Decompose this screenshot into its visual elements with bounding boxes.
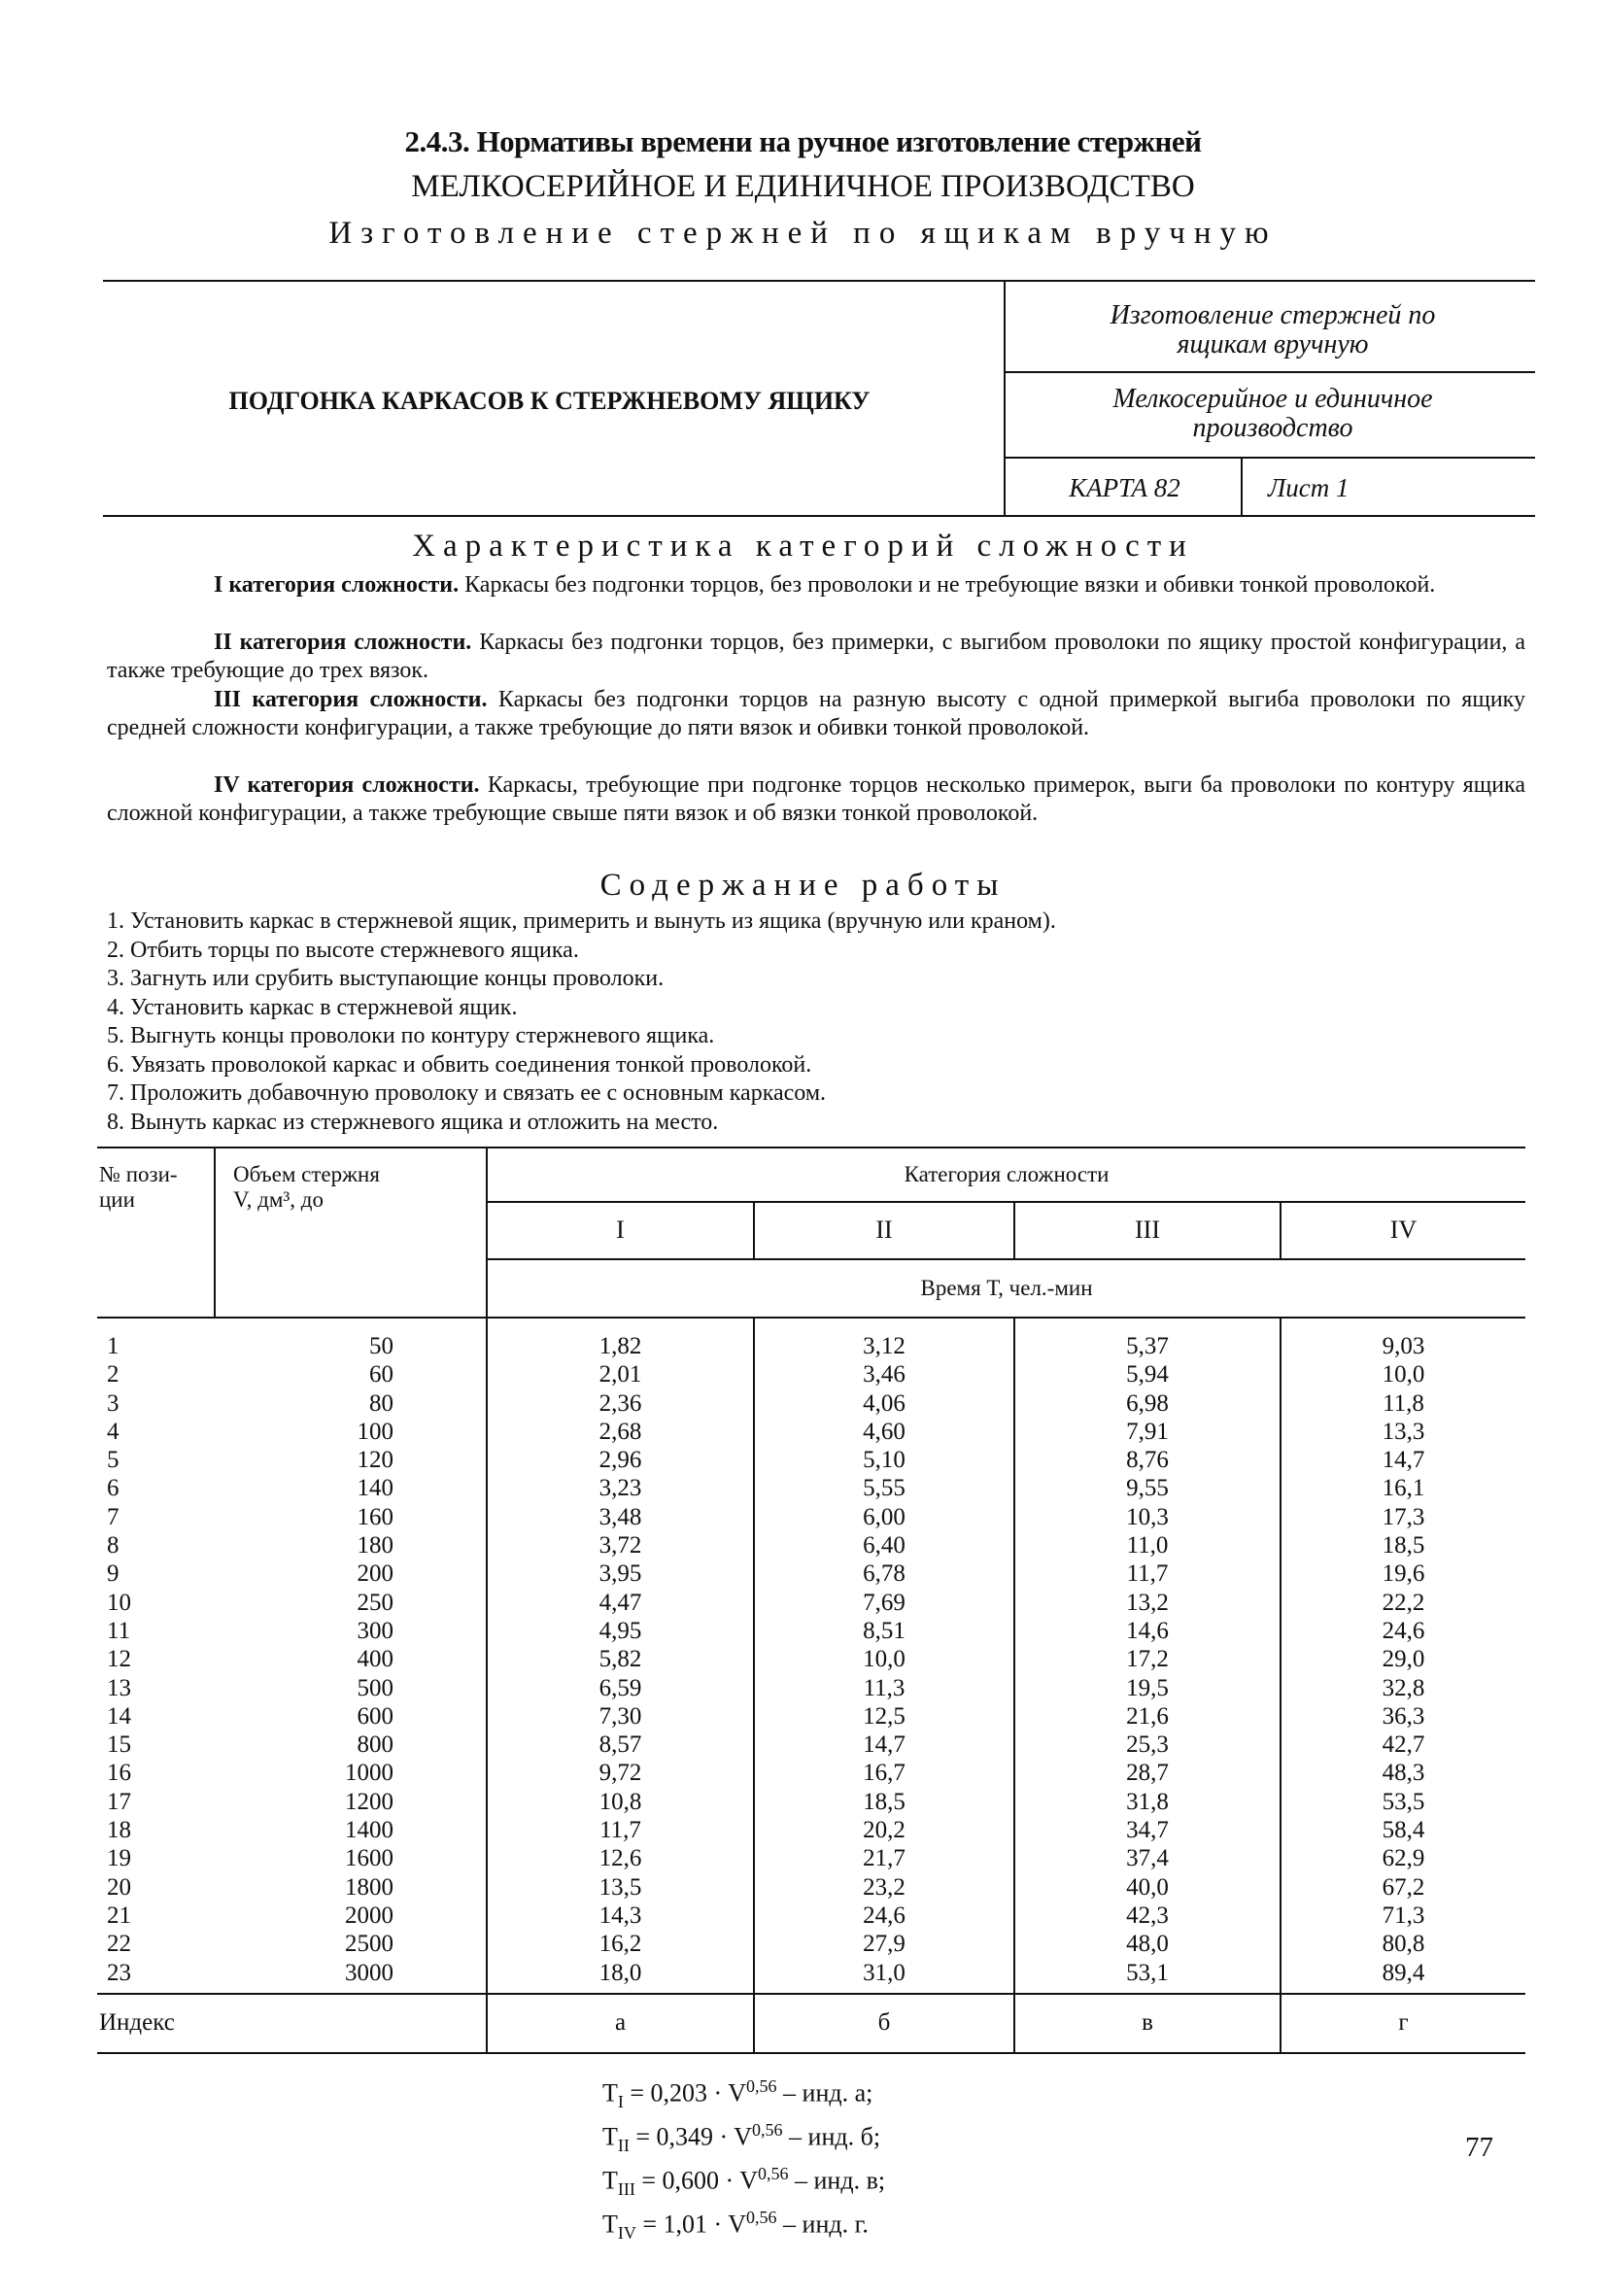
cell-c1: 3,23 [598,1475,642,1502]
index-g: г [1398,2009,1409,2036]
work-steps-list [107,908,1525,1137]
card-sheet-divider [1241,457,1243,515]
roman-rule [486,1258,1525,1260]
cell-c4: 71,3 [1382,1902,1425,1929]
category-header: Категория сложности [904,1162,1110,1186]
category-ii-column [755,1332,1013,1987]
cell-c2: 11,3 [863,1674,906,1701]
cell-c2: 24,6 [863,1902,906,1929]
cell-vol: 60 [369,1361,393,1388]
category-1-description [107,571,1525,600]
category-iv-header: IV [1389,1216,1418,1244]
cell-c2: 14,7 [863,1731,906,1759]
category-2-description [107,629,1525,685]
cell-c3: 19,5 [1126,1674,1169,1701]
cell-vol: 400 [357,1646,393,1673]
cell-c1: 3,48 [598,1503,642,1530]
cell-c3: 28,7 [1126,1760,1169,1787]
work-step: 1. Установить каркас в стержневой ящик, примерить и вынуть из ящика (вручную или краном). [107,908,1056,934]
cell-c2: 16,7 [863,1760,906,1787]
cell-c4: 9,03 [1382,1333,1425,1359]
index-label: Индекс [99,2009,175,2036]
cell-pos: 11 [107,1617,131,1644]
cell-c4: 16,1 [1382,1475,1425,1502]
cell-c1: 12,6 [598,1845,642,1872]
formula-t: T [602,2078,618,2108]
category-4-description [107,771,1525,828]
cell-c1: 5,82 [598,1646,642,1673]
formula-sub: I [617,2091,624,2111]
cell-c4: 13,3 [1382,1418,1425,1445]
cell-c4: 42,7 [1382,1731,1425,1759]
position-header-line2: ции [99,1187,135,1212]
characteristics-title: Характеристика категорий сложности [412,529,1194,564]
cell-vol: 180 [357,1532,393,1559]
cell-c3: 13,2 [1126,1589,1169,1616]
table-top-rule [97,1147,1525,1148]
formula-t: T [602,2122,618,2151]
cell-vol: 600 [357,1702,393,1730]
index-v: в [1142,2009,1153,2036]
card-production-type [1010,385,1535,443]
cell-c4: 89,4 [1382,1959,1425,1986]
cell-c3: 42,3 [1126,1902,1169,1929]
cell-vol: 1800 [345,1873,393,1901]
time-header: Время Т, чел.-мин [920,1276,1093,1300]
body-bottom-rule [97,1993,1525,1995]
production-type-title: МЕЛКОСЕРИЙНОЕ И ЕДИНИЧНОЕ ПРОИЗВОДСТВО [411,169,1195,204]
cell-c1: 6,59 [598,1674,642,1701]
cell-c4: 19,6 [1382,1560,1425,1588]
cell-vol: 1400 [345,1817,393,1844]
category-1-label: I категория сложности. [214,572,460,598]
cell-c2: 6,40 [863,1532,906,1559]
formula-exp: 0,56 [746,2076,777,2096]
cell-c4: 32,8 [1382,1674,1425,1701]
cell-pos: 8 [107,1532,120,1559]
cell-c2: 10,0 [863,1646,906,1673]
pos-col-divider [214,1147,216,1317]
cell-c1: 4,47 [598,1589,642,1616]
cell-c2: 23,2 [863,1873,906,1901]
formula-sub: IV [617,2222,636,2243]
cell-c2: 7,69 [863,1589,906,1616]
cell-c2: 5,10 [863,1447,906,1474]
index-b: б [877,2009,891,2036]
cell-vol: 160 [357,1503,393,1530]
cell-pos: 14 [107,1702,131,1730]
cell-c2: 31,0 [863,1959,906,1986]
card-row-rule-2 [1004,457,1535,459]
cell-c3: 25,3 [1126,1731,1169,1759]
cell-pos: 2 [107,1361,120,1388]
cell-c1: 18,0 [598,1959,642,1986]
cell-c2: 18,5 [863,1788,906,1815]
header-bottom-rule [97,1317,1525,1319]
category-iv-column [1281,1332,1525,1987]
cell-c2: 4,06 [863,1389,906,1417]
page-number: 77 [1465,2132,1493,2163]
cell-c1: 8,57 [598,1731,642,1759]
cell-pos: 22 [107,1931,131,1958]
formula-coef: = 0,203 · V [623,2078,747,2108]
volume-column [291,1332,393,1987]
cell-c1: 2,68 [598,1418,642,1445]
work-step: 8. Вынуть каркас из стержневого ящика и отложить на место. [107,1109,719,1135]
formula-3 [602,2160,885,2204]
cell-c4: 10,0 [1382,1361,1425,1388]
formula-coef: = 1,01 · V [635,2210,747,2239]
cell-pos: 19 [107,1845,131,1872]
cell-vol: 500 [357,1674,393,1701]
cell-pos: 17 [107,1788,131,1815]
cell-c2: 20,2 [863,1817,906,1844]
card-divider [1004,280,1006,515]
cell-pos: 12 [107,1646,131,1673]
cell-c1: 2,96 [598,1447,642,1474]
cell-c3: 40,0 [1126,1873,1169,1901]
formula-exp: 0,56 [758,2163,789,2183]
cell-c3: 11,0 [1126,1532,1169,1559]
cell-vol: 120 [357,1447,393,1474]
cell-vol: 2000 [345,1902,393,1929]
cell-pos: 23 [107,1959,131,1986]
cell-c3: 5,94 [1126,1361,1169,1388]
cell-c2: 5,55 [863,1475,906,1502]
card-top-rule [103,280,1535,282]
card-sheet: Лист 1 [1268,473,1350,502]
cell-c1: 2,36 [598,1389,642,1417]
cell-c4: 62,9 [1382,1845,1425,1872]
cell-c3: 14,6 [1126,1617,1169,1644]
category-4-text: Каркасы, требующие при подгонке торцов несколько примерок, выги ба проволоки по контуру ящика сложной конфигурации, а также требующие свыше пяти вязок и об вязки тонкой проволокой. [107,772,1525,826]
formula-block [602,2073,885,2246]
cell-c2: 6,00 [863,1503,906,1530]
category-3-label: III категория сложности. [214,687,488,712]
cell-c3: 48,0 [1126,1931,1169,1958]
formula-coef: = 0,600 · V [634,2166,759,2195]
formula-index: – инд. б; [782,2122,881,2151]
formula-exp: 0,56 [752,2119,783,2140]
cell-c3: 31,8 [1126,1788,1169,1815]
cell-c1: 7,30 [598,1702,642,1730]
category-1-text: Каркасы без подгонки торцов, без проволоки и не требующие вязки и обивки тонкой проволокой. [459,572,1436,598]
cell-pos: 7 [107,1503,120,1530]
work-step: 2. Отбить торцы по высоте стержневого ящика. [107,937,579,963]
cell-pos: 18 [107,1817,131,1844]
cell-c4: 53,5 [1382,1788,1425,1815]
cell-pos: 20 [107,1873,131,1901]
cell-vol: 200 [357,1560,393,1588]
position-header-line1: № пози- [99,1162,178,1186]
card-production-line2: производство [1192,413,1353,443]
cell-vol: 2500 [345,1931,393,1958]
cell-c4: 36,3 [1382,1702,1425,1730]
cell-c2: 6,78 [863,1560,906,1588]
cell-c3: 5,37 [1126,1333,1169,1359]
operation-title: ПОДГОНКА КАРКАСОВ К СТЕРЖНЕВОМУ ЯЩИКУ [228,387,871,415]
volume-header-line1: Объем стержня [233,1162,380,1186]
category-iii-header: III [1135,1216,1160,1244]
cell-c4: 11,8 [1383,1389,1424,1417]
cell-vol: 800 [357,1731,393,1759]
cell-pos: 10 [107,1589,131,1616]
cell-c3: 37,4 [1126,1845,1169,1872]
cell-c1: 2,01 [598,1361,642,1388]
category-ii-header: II [875,1216,893,1244]
cell-c3: 8,76 [1126,1447,1169,1474]
cell-c1: 4,95 [598,1617,642,1644]
volume-header-line2: V, дм³, до [233,1187,324,1212]
card-process-type-line1: Изготовление стержней по [1110,300,1436,330]
formula-index: – инд. в; [788,2166,886,2195]
cell-c2: 3,12 [863,1333,906,1359]
cell-c3: 21,6 [1126,1702,1169,1730]
category-i-column [488,1332,753,1987]
category-4-label: IV категория сложности. [214,772,480,798]
position-column [107,1332,165,1987]
cell-pos: 16 [107,1760,131,1787]
position-column-header [99,1162,212,1213]
card-row-rule-1 [1004,371,1535,373]
cell-c1: 9,72 [598,1760,642,1787]
cell-pos: 15 [107,1731,131,1759]
cell-c3: 10,3 [1126,1503,1169,1530]
cell-c3: 17,2 [1126,1646,1169,1673]
cell-c2: 4,60 [863,1418,906,1445]
cell-c1: 13,5 [598,1873,642,1901]
cell-c4: 48,3 [1382,1760,1425,1787]
cell-c2: 8,51 [863,1617,906,1644]
category-3-text: Каркасы без подгонки торцов на разную высоту с одной примеркой выгиба проволоки по ящику средней сложности конфигурации, а также требующие до пяти вязок и обивки тонкой проволокой. [107,687,1525,740]
formula-index: – инд. г. [776,2210,869,2239]
work-step: 7. Проложить добавочную проволоку и связать ее с основным каркасом. [107,1080,827,1106]
category-iii-column [1015,1332,1280,1987]
formula-4 [602,2204,885,2247]
cell-c4: 14,7 [1382,1447,1425,1474]
cell-pos: 3 [107,1389,120,1417]
cell-vol: 1200 [345,1788,393,1815]
cell-pos: 21 [107,1902,131,1929]
work-step: 6. Увязать проволокой каркас и обвить соединения тонкой проволокой. [107,1051,812,1078]
cell-c2: 27,9 [863,1931,906,1958]
card-number: КАРТА 82 [1069,473,1180,502]
cell-pos: 5 [107,1447,120,1474]
cell-c4: 18,5 [1382,1532,1425,1559]
cell-pos: 9 [107,1560,120,1588]
formula-coef: = 0,349 · V [629,2122,753,2151]
card-process-type-line2: ящикам вручную [1177,329,1369,360]
cell-vol: 250 [357,1589,393,1616]
section-title: 2.4.3. Нормативы времени на ручное изготовление стержней [404,124,1202,158]
category-i-header: I [616,1216,625,1244]
cell-c4: 22,2 [1382,1589,1425,1616]
cell-c3: 7,91 [1126,1418,1169,1445]
formula-exp: 0,56 [746,2207,777,2227]
category-3-description [107,686,1525,742]
table-bottom-rule [97,2052,1525,2054]
cell-c3: 53,1 [1126,1959,1169,1986]
cell-c4: 29,0 [1382,1646,1425,1673]
cell-c1: 3,72 [598,1532,642,1559]
category-rule [486,1201,1525,1203]
category-2-label: II категория сложности. [214,630,472,655]
cell-c4: 80,8 [1382,1931,1425,1958]
category-2-text: Каркасы без подгонки торцов, без примерки, с выгибом проволоки по ящику простой конфигурации, а также требующие до трех вязок. [107,630,1525,683]
cell-c3: 9,55 [1126,1475,1169,1502]
card-bottom-rule [103,515,1535,517]
work-step: 4. Установить каркас в стержневой ящик. [107,994,518,1020]
cell-c3: 6,98 [1126,1389,1169,1417]
work-step: 5. Выгнуть концы проволоки по контуру стержневого ящика. [107,1023,715,1048]
cell-c2: 3,46 [863,1361,906,1388]
formula-t: T [602,2166,618,2195]
process-title: Изготовление стержней по ящикам вручную [328,216,1278,251]
cell-c1: 14,3 [598,1902,642,1929]
cell-vol: 100 [357,1418,393,1445]
formula-2 [602,2116,885,2160]
cell-vol: 1600 [345,1845,393,1872]
cell-c4: 24,6 [1382,1617,1425,1644]
formula-1 [602,2073,885,2116]
card-process-type [1010,301,1535,360]
cell-c1: 1,82 [598,1333,642,1359]
cell-c4: 67,2 [1382,1873,1425,1901]
volume-column-header [233,1162,481,1213]
formula-sub: III [617,2178,635,2199]
cell-c2: 21,7 [863,1845,906,1872]
cell-vol: 80 [369,1389,393,1417]
cell-c4: 17,3 [1382,1503,1425,1530]
cell-vol: 300 [357,1617,393,1644]
cell-c1: 10,8 [598,1788,642,1815]
cell-vol: 3000 [345,1959,393,1986]
cell-c1: 3,95 [598,1560,642,1588]
card-production-line1: Мелкосерийное и единичное [1112,384,1433,414]
cell-c1: 11,7 [599,1817,641,1844]
cell-pos: 6 [107,1475,120,1502]
cell-pos: 4 [107,1418,120,1445]
formula-index: – инд. а; [776,2078,873,2108]
formula-t: T [602,2210,618,2239]
cell-vol: 1000 [345,1760,393,1787]
work-step: 3. Загнуть или срубить выступающие концы проволоки. [107,966,665,991]
cell-c2: 12,5 [863,1702,906,1730]
formula-sub: II [617,2135,630,2155]
cell-pos: 13 [107,1674,131,1701]
cell-vol: 140 [357,1475,393,1502]
cell-c4: 58,4 [1382,1817,1425,1844]
cell-vol: 50 [369,1333,393,1359]
cell-pos: 1 [107,1333,120,1359]
index-a: а [614,2009,627,2036]
work-content-title: Содержание работы [599,868,1007,903]
cell-c3: 11,7 [1126,1560,1169,1588]
cell-c3: 34,7 [1126,1817,1169,1844]
cell-c1: 16,2 [598,1931,642,1958]
